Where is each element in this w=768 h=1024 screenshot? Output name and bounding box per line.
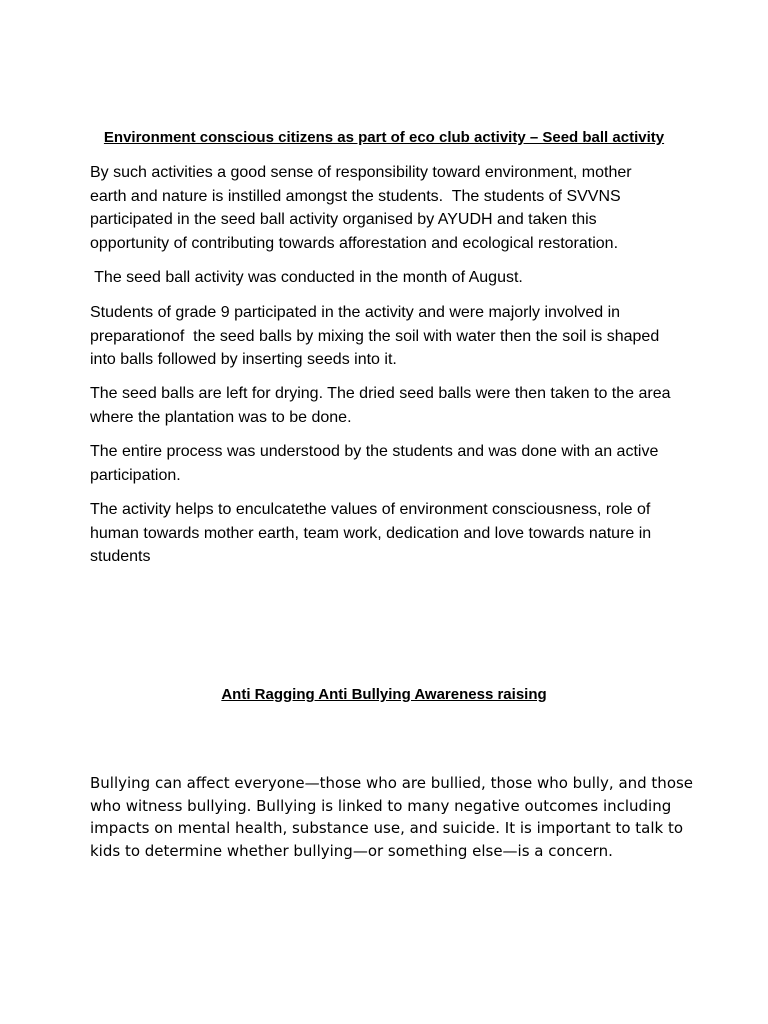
paragraph-line: Students of grade 9 participated in the activity and were majorly involved in xyxy=(90,304,621,321)
paragraph-line: The entire process was understood by the students and was done with an active xyxy=(90,443,659,460)
paragraph-line: into balls followed by inserting seeds into it. xyxy=(90,351,397,368)
section-1-paragraph-2 xyxy=(90,266,680,290)
paragraph-line: preparationof the seed balls by mixing the soil with water then the soil is shaped xyxy=(90,327,660,345)
section-2-paragraph xyxy=(90,772,694,862)
section-1-paragraph-1 xyxy=(90,161,680,255)
paragraph-line: The seed ball activity was conducted in the month of August. xyxy=(90,269,523,286)
paragraph-line: where the plantation was to be done. xyxy=(90,408,352,426)
paragraph-line: participation. xyxy=(90,466,181,484)
paragraph-line: The seed balls are left for drying. The dried seed balls were then taken to the area xyxy=(90,385,671,402)
section-1-paragraph-6 xyxy=(90,498,680,569)
paragraph-line: opportunity of contributing towards afforestation and ecological restoration. xyxy=(90,234,619,252)
paragraph-line: kids to determine whether bullying—or something else—is a concern. xyxy=(90,841,613,860)
paragraph-line: The activity helps to enculcatethe values of environment consciousness, role of xyxy=(90,501,651,518)
paragraph-line: Bullying can affect everyone—those who are bullied, those who bully, and those xyxy=(90,774,694,792)
section-1-heading: Environment conscious citizens as part of eco club activity – Seed ball activity xyxy=(103,129,665,146)
paragraph-line: earth and nature is instilled amongst the students. The students of SVVNS xyxy=(90,187,621,205)
section-2-heading: Anti Ragging Anti Bullying Awareness raising xyxy=(221,686,547,703)
paragraph-line: impacts on mental health, substance use, and suicide. It is important to talk to xyxy=(90,819,684,837)
paragraph-line: By such activities a good sense of responsibility toward environment, mother xyxy=(90,164,632,181)
paragraph-line: participated in the seed ball activity organised by AYUDH and taken this xyxy=(90,211,597,228)
paragraph-line: who witness bullying. Bullying is linked to many negative outcomes including xyxy=(90,796,672,815)
section-1-paragraph-4 xyxy=(90,382,680,429)
paragraph-line: human towards mother earth, team work, dedication and love towards nature in xyxy=(90,524,652,542)
section-1-paragraph-3 xyxy=(90,301,680,372)
paragraph-line: students xyxy=(90,548,151,565)
section-1-paragraph-5 xyxy=(90,440,680,487)
